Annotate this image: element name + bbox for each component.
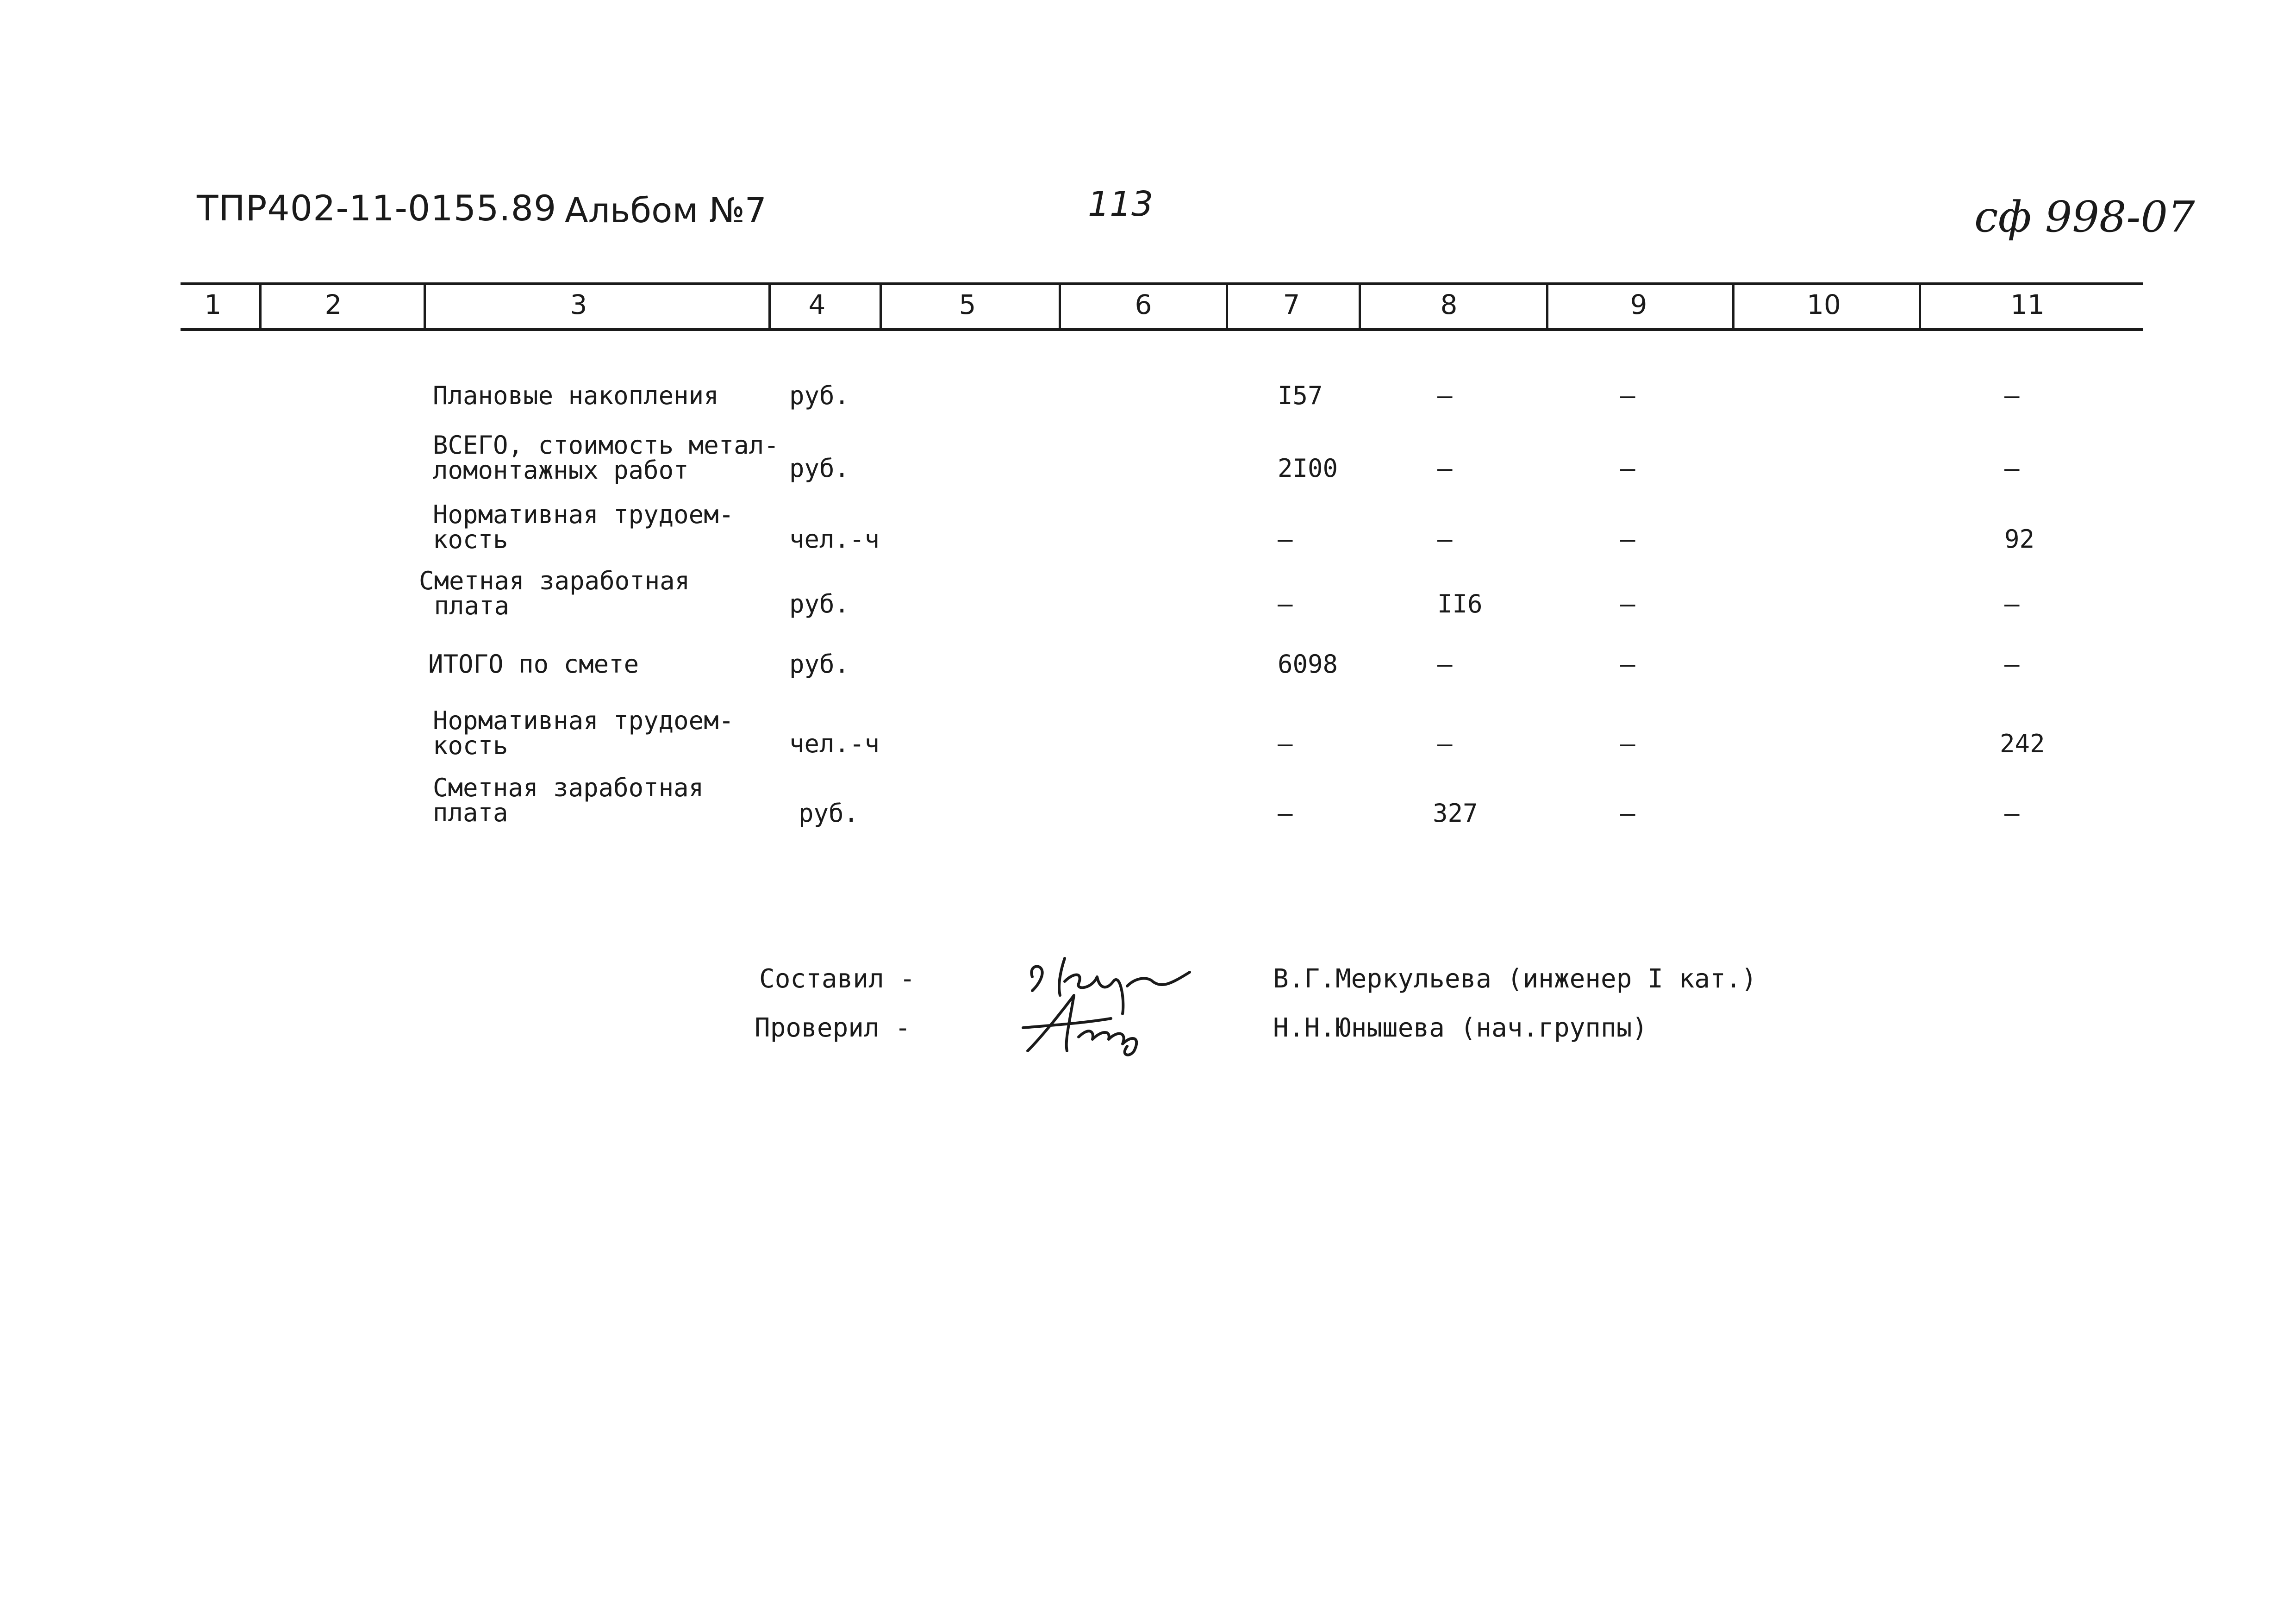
column-divider [1919, 282, 1921, 331]
compiled-by-label: Составил - [759, 964, 916, 994]
column-number-3: 3 [570, 289, 587, 320]
column-number-4: 4 [808, 289, 826, 320]
column-divider [880, 282, 882, 331]
row-col11-value: – [2004, 381, 2020, 410]
row-col7-value: – [1278, 729, 1293, 758]
row-name: Сметная заработная плата [433, 773, 704, 827]
row-col8-value: – [1437, 525, 1453, 554]
row-unit: чел.-ч [789, 729, 880, 758]
column-divider [259, 282, 262, 331]
row-unit: чел.-ч [789, 525, 880, 554]
row-name: Сметная заработная плата [419, 566, 690, 620]
album-number: Альбом №7 [565, 191, 767, 231]
column-number-5: 5 [959, 289, 976, 320]
row-name: Нормативная трудоем- кость [433, 706, 734, 760]
column-number-9: 9 [1630, 289, 1647, 320]
row-name: Плановые накопления [433, 381, 719, 410]
checked-by-label: Проверил - [755, 1013, 911, 1043]
column-number-1: 1 [204, 289, 222, 320]
row-col11-value: – [2004, 650, 2020, 679]
row-col11-value: – [2004, 799, 2020, 828]
row-col8-value: 327 [1433, 799, 1478, 828]
column-divider [1226, 282, 1228, 331]
row-col7-value: I57 [1278, 381, 1323, 410]
row-col7-value: – [1278, 525, 1293, 554]
row-col8-value: – [1437, 650, 1453, 679]
row-col9-value: – [1620, 381, 1635, 410]
column-number-8: 8 [1440, 289, 1458, 320]
row-col9-value: – [1620, 729, 1635, 758]
column-divider [1732, 282, 1734, 331]
row-name: ИТОГО по смете [428, 650, 639, 679]
row-col8-value: – [1437, 454, 1453, 483]
row-col9-value: – [1620, 799, 1635, 828]
row-name: ВСЕГО, стоимость метал- ломонтажных работ [433, 431, 779, 485]
column-number-10: 10 [1807, 289, 1841, 320]
row-col9-value: – [1620, 525, 1635, 554]
column-header-strip [181, 282, 2143, 331]
header-bottom-rule [181, 328, 2143, 331]
column-divider [1359, 282, 1361, 331]
document-code: ТПР402-11-0155.89 [197, 187, 557, 229]
row-col9-value: – [1620, 650, 1635, 679]
column-number-11: 11 [2010, 289, 2045, 320]
column-divider [768, 282, 771, 331]
row-col7-value: – [1278, 589, 1293, 618]
row-col11-value: 92 [2004, 525, 2035, 554]
row-unit: руб. [789, 454, 850, 483]
column-number-6: 6 [1135, 289, 1152, 320]
sheet-code: сф 998-07 [1974, 192, 2195, 242]
checked-by-name: Н.Н.Юнышева (нач.группы) [1273, 1013, 1648, 1043]
column-number-7: 7 [1283, 289, 1300, 320]
row-col7-value: 6098 [1278, 650, 1338, 679]
row-col8-value: II6 [1437, 589, 1483, 618]
row-col8-value: – [1437, 381, 1453, 410]
header-top-rule [181, 282, 2143, 285]
compiled-by-name: В.Г.Меркульева (инженер I кат.) [1273, 964, 1757, 994]
column-number-2: 2 [324, 289, 342, 320]
column-divider [424, 282, 426, 331]
row-col7-value: – [1278, 799, 1293, 828]
row-col7-value: 2I00 [1278, 454, 1338, 483]
row-col9-value: – [1620, 589, 1635, 618]
column-divider [1059, 282, 1061, 331]
row-unit: руб. [789, 381, 850, 410]
row-unit: руб. [789, 650, 850, 679]
handwritten-signatures [1014, 944, 1227, 1065]
row-col11-value: 242 [2000, 729, 2045, 758]
row-col9-value: – [1620, 454, 1635, 483]
column-divider [1546, 282, 1548, 331]
row-unit: руб. [799, 799, 859, 828]
row-col8-value: – [1437, 729, 1453, 758]
row-unit: руб. [789, 589, 850, 618]
row-col11-value: – [2004, 454, 2020, 483]
page-number: 113 [1088, 184, 1154, 224]
row-name: Нормативная трудоем- кость [433, 500, 734, 554]
row-col11-value: – [2004, 589, 2020, 618]
